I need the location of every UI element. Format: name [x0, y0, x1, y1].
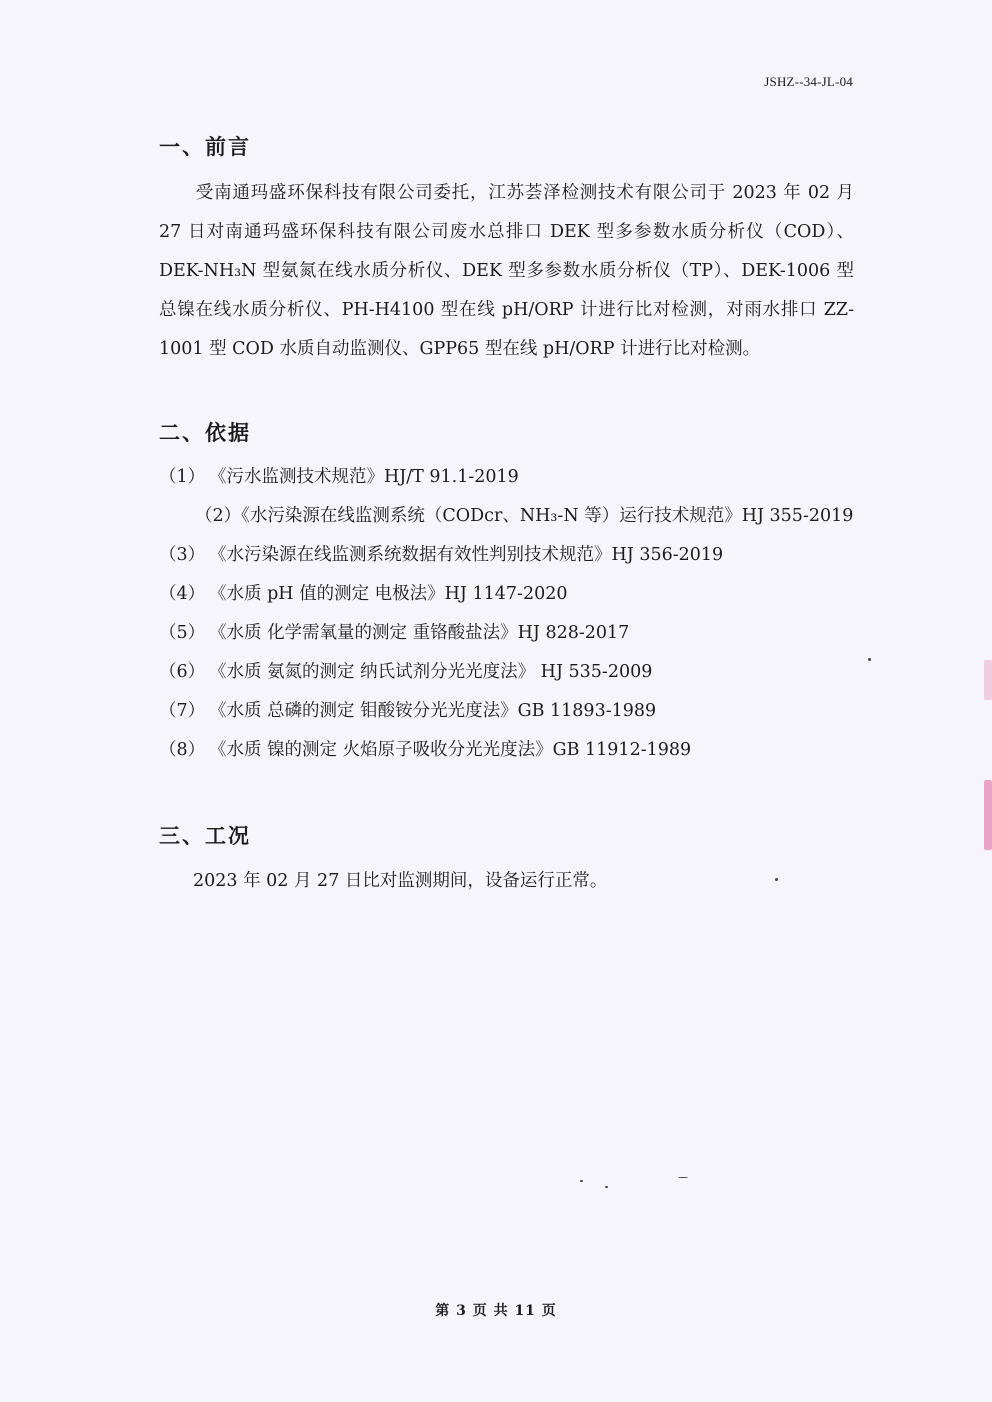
- item-number: （7）: [159, 701, 206, 721]
- item-number: （1）: [159, 467, 206, 487]
- page-number: 第 3 页 共 11 页: [435, 1303, 557, 1319]
- section-title-preface: 一、前言: [159, 134, 251, 159]
- item-text: 《水质 镍的测定 火焰原子吸收分光光度法》GB 11912-1989: [209, 740, 692, 760]
- item-text: 《水质 氨氮的测定 纳氏试剂分光光度法》 HJ 535-2009: [209, 662, 653, 682]
- item-number: （5）: [159, 623, 206, 643]
- item-number: （3）: [159, 545, 206, 565]
- list-item: [159, 458, 854, 497]
- item-text: 《水质 化学需氧量的测定 重铬酸盐法》HJ 828-2017: [209, 623, 630, 643]
- item-text: 《水质 pH 值的测定 电极法》HJ 1147-2020: [209, 584, 568, 604]
- scan-speck: [678, 1177, 688, 1178]
- list-item: [159, 497, 854, 536]
- scan-stain: [984, 780, 992, 850]
- item-text: 《水污染源在线监测系统（CODcr、NH₃-N 等）运行技术规范》HJ 355-2019: [241, 506, 854, 526]
- scan-stain: [984, 660, 992, 700]
- item-number: （4）: [159, 584, 206, 604]
- item-text: 《污水监测技术规范》HJ/T 91.1-2019: [209, 467, 519, 487]
- item-number: （8）: [159, 740, 206, 760]
- list-item: [159, 575, 854, 614]
- list-item: [159, 731, 854, 770]
- item-text: 《水污染源在线监测系统数据有效性判别技术规范》HJ 356-2019: [209, 545, 724, 565]
- scan-speck: [868, 658, 871, 661]
- preface-text: 受南通玛盛环保科技有限公司委托，江苏荟泽检测技术有限公司于 2023 年 02 月 27 日对南通玛盛环保科技有限公司废水总排口 DEK 型多参数水质分析仪（COD）、DEK-NH₃N 型氨氮在线水质分析仪、DEK 型多参数水质分析仪（TP）、DEK-1006 型总镍在线水质分析仪、PH-H4100 型在线 pH/ORP 计进行比对检测，对雨水排口 ZZ-1001 型 COD 水质自动监测仪、GPP65 型在线 pH/ORP 计进行比对检测。: [159, 183, 854, 359]
- item-text: 《水质 总磷的测定 钼酸铵分光光度法》GB 11893-1989: [209, 701, 657, 721]
- item-number: （2）: [195, 506, 242, 526]
- list-item: [159, 692, 854, 731]
- list-item: [159, 536, 854, 575]
- scan-speck: [580, 1180, 583, 1182]
- section-title-basis: 二、依据: [159, 420, 251, 445]
- document-code: JSHZ--34-JL-04: [764, 74, 853, 89]
- preface-paragraph: [159, 174, 854, 369]
- list-item: [159, 653, 854, 692]
- reference-list: [159, 458, 854, 770]
- scan-speck: [605, 1186, 608, 1188]
- conditions-text: 2023 年 02 月 27 日比对监测期间，设备运行正常。: [193, 871, 608, 891]
- scan-speck: [775, 878, 778, 881]
- section-title-conditions: 三、工况: [159, 823, 251, 848]
- list-item: [159, 614, 854, 653]
- item-number: （6）: [159, 662, 206, 682]
